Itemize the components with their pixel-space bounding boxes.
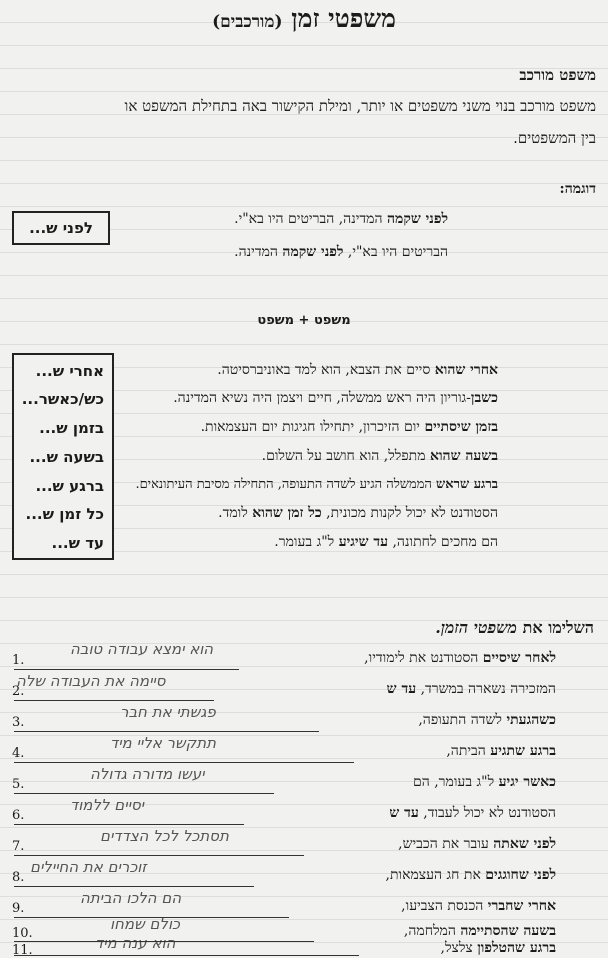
exercise-number: 10. xyxy=(12,926,33,941)
example-2-start: הבריטים היו בא"י, xyxy=(343,244,448,260)
usage-example-pre: הם מחכים לחתונה, xyxy=(388,534,498,550)
exercise-number: 9. xyxy=(12,901,25,916)
usage-example xyxy=(201,419,498,436)
usage-example-bold: עד שיגיע xyxy=(338,534,389,550)
handwritten-answer: יסיים ללמוד xyxy=(70,796,145,814)
conjunction-item: כש/כאשר... xyxy=(21,390,104,408)
exercise-prompt xyxy=(401,898,556,915)
exercise-prompt-bold: ברגע שהטלפון xyxy=(477,940,556,956)
exercise-prompt xyxy=(398,836,556,853)
usage-example-rest: הממשלה הגיע לשדה התעופה, התחילה מסיבת העיתונאים. xyxy=(135,477,437,492)
exercise-prompt-rest: עובר את הכביש, xyxy=(398,836,494,852)
definition-heading: משפט מורכב xyxy=(519,66,596,84)
exercise-prompt xyxy=(413,774,556,791)
example-2-rest: המדינה. xyxy=(234,244,283,260)
usage-example xyxy=(135,476,498,492)
usage-example xyxy=(218,505,498,522)
answer-line[interactable] xyxy=(14,731,319,732)
exercise-prompt xyxy=(386,867,556,884)
conjunction-item: בשעה ש... xyxy=(29,448,104,466)
exercise-prompt-bold: לפני שאתה xyxy=(493,836,556,852)
exercise-prompt-rest: ל"ג בעומר, הם xyxy=(412,774,499,790)
exercise-heading-text: השלימו את xyxy=(522,618,594,637)
usage-example-bold: אחרי שהוא xyxy=(434,362,498,378)
exercise-heading-italic: משפטי הזמן. xyxy=(435,618,518,637)
usage-example xyxy=(274,534,498,551)
exercise-number: 8. xyxy=(12,870,25,885)
exercise-prompt xyxy=(389,805,556,822)
handwritten-answer: פגשתי את חבר xyxy=(120,703,216,721)
usage-example-bold: כל זמן שהוא xyxy=(252,505,322,521)
exercise-prompt-bold: לאחר שיסיים xyxy=(482,650,556,666)
example-label: דוגמה: xyxy=(559,181,596,197)
usage-example xyxy=(262,448,498,465)
conjunction-item: ברגע ש... xyxy=(35,477,104,495)
usage-example xyxy=(173,390,498,407)
usage-example-rest: יום הזיכרון, יתחילו חגיגות יום העצמאות. xyxy=(200,419,425,435)
usage-example xyxy=(217,362,498,379)
handwritten-answer: תתקשר אליי מיד xyxy=(110,734,216,752)
usage-example-rest: ל"ג בעומר. xyxy=(274,534,339,550)
exercise-prompt xyxy=(364,650,556,667)
handwritten-answer: הוא ענה מיד xyxy=(95,934,176,952)
answer-line[interactable] xyxy=(14,793,274,794)
exercise-number: 3. xyxy=(12,715,25,730)
answer-line[interactable] xyxy=(14,824,244,825)
exercise-prompt-pre: המזכירה נשארה במשרד, xyxy=(416,681,556,697)
usage-example-rest: מתפלל, הוא חושב על השלום. xyxy=(261,448,430,464)
exercise-prompt-rest: את חג העצמאות, xyxy=(385,867,486,883)
exercise-prompt-rest: הסטודנט את לימודיו, xyxy=(364,650,483,666)
exercise-number: 5. xyxy=(12,777,25,792)
conjunction-list-box xyxy=(12,353,114,560)
exercise-prompt-bold: כשהגעתי xyxy=(506,712,556,728)
example-conjunction-box xyxy=(12,211,110,245)
handwritten-answer: הוא ימצא עבודה טובה xyxy=(70,640,214,658)
example-sentence-1 xyxy=(234,211,448,228)
handwritten-answer: יעשו מדורה גדולה xyxy=(90,765,205,783)
exercise-prompt-bold: אחרי שחברי xyxy=(487,898,556,914)
usage-example-rest: סיים את הצבא, הוא למד באוניברסיטה. xyxy=(217,362,435,378)
exercise-prompt xyxy=(418,712,556,729)
usage-example-rest: לומד. xyxy=(218,505,253,521)
exercise-heading xyxy=(435,618,594,638)
exercise-number: 11. xyxy=(12,943,33,958)
exercise-prompt xyxy=(441,940,556,957)
page-title xyxy=(0,4,608,34)
exercise-prompt-rest: המלחמה, xyxy=(403,923,461,939)
exercise-prompt-bold: בשעה שהסתיימה xyxy=(460,923,556,939)
exercise-prompt-rest: צלצל, xyxy=(440,940,478,956)
exercise-number: 4. xyxy=(12,746,25,761)
conjunction-item: כל זמן ש... xyxy=(25,505,104,523)
usage-example-bold: בזמן שיסתיים xyxy=(424,419,498,435)
usage-example-pre: הסטודנט לא יכול לקנות מכונית, xyxy=(321,505,498,521)
example-2-bold: לפני שקמה xyxy=(282,244,344,260)
usage-example-bold: בשעה שהוא xyxy=(429,448,498,464)
conjunction-item: עד ש... xyxy=(51,534,104,552)
title-sub: (מורכבים) xyxy=(212,12,283,32)
exercise-prompt-bold: כאשר יגיע xyxy=(498,774,556,790)
example-1-bold: לפני שקמה xyxy=(386,211,448,227)
title-main: משפטי זמן xyxy=(291,4,396,33)
conjunction-item: בזמן ש... xyxy=(39,419,104,437)
handwritten-answer: זוכרים את החיילים xyxy=(30,858,147,876)
example-1-rest: המדינה, הבריטים היו בא"י. xyxy=(234,211,387,227)
usage-example-bold: כשבן xyxy=(470,390,498,406)
exercise-prompt xyxy=(404,923,556,940)
handwritten-answer: סיימה את העבודה שלה xyxy=(16,672,166,690)
exercise-prompt-pre: הסטודנט לא יכול לעבוד, xyxy=(418,805,556,821)
exercise-number: 7. xyxy=(12,839,25,854)
handwritten-answer: תסתכל לכל הצדדים xyxy=(100,827,229,845)
answer-line[interactable] xyxy=(14,886,254,887)
definition-line-1: משפט מורכב בנוי משני משפטים או יותר, ומילת הקישור באה בתחילת המשפט או xyxy=(124,97,596,115)
answer-line[interactable] xyxy=(14,700,214,701)
exercise-number: 1. xyxy=(12,653,25,668)
exercise-number: 6. xyxy=(12,808,25,823)
answer-line[interactable] xyxy=(14,955,359,956)
exercise-number: 2. xyxy=(12,684,25,699)
handwritten-answer: כולם שמחו xyxy=(110,915,180,933)
example-sentence-2 xyxy=(234,244,448,261)
handwritten-answer: הם הלכו הביתה xyxy=(80,889,182,907)
pattern-heading: משפט + משפט xyxy=(257,313,351,328)
exercise-prompt xyxy=(446,743,556,760)
exercise-prompt-rest: לשדה התעופה, xyxy=(418,712,507,728)
definition-line-2: בין המשפטים. xyxy=(513,129,596,147)
answer-line[interactable] xyxy=(14,762,354,763)
usage-example-bold: ברגע שראש xyxy=(436,477,498,492)
usage-example-rest: -גוריון היה ראש ממשלה, חיים ויצמן היה נשיא המדינה. xyxy=(173,390,471,406)
exercise-prompt xyxy=(387,681,556,698)
exercise-prompt-rest: הביתה, xyxy=(446,743,491,759)
example-conjunction: לפני ש... xyxy=(29,219,93,237)
answer-line[interactable] xyxy=(14,855,304,856)
exercise-prompt-bold: עד ש xyxy=(389,805,419,821)
exercise-prompt-bold: ברגע שתגיע xyxy=(490,743,556,759)
answer-line[interactable] xyxy=(14,669,239,670)
exercise-prompt-bold: לפני שחוגגים xyxy=(485,867,556,883)
conjunction-item: אחרי ש... xyxy=(35,362,104,380)
exercise-prompt-bold: עד ש xyxy=(386,681,417,697)
exercise-prompt-rest: הכנסת הצביעו, xyxy=(401,898,488,914)
